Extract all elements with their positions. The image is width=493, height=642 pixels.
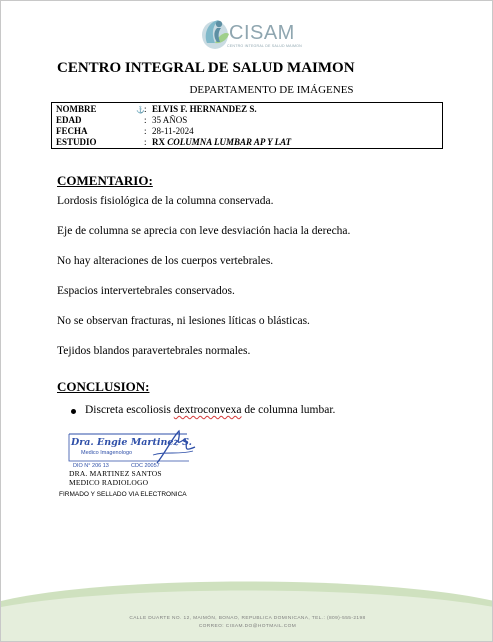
- finding-line: No hay alteraciones de los cuerpos vertebrales.: [57, 255, 274, 267]
- anchor-icon: ⚓: [136, 106, 145, 114]
- signature-role: MEDICO RADIOLOGO: [69, 478, 149, 487]
- footer-email-line: [1, 624, 493, 629]
- stamp-code: CDC 20057: [131, 463, 160, 469]
- bullet-icon: [71, 409, 76, 414]
- patient-age-value: 35 AÑOS: [152, 115, 188, 125]
- patient-label: NOMBRE: [56, 104, 97, 114]
- stamp-role: Medico Imagenologo: [81, 450, 133, 456]
- patient-label: EDAD: [56, 115, 82, 125]
- spellcheck-flagged-word: dextroconvexa: [173, 404, 242, 416]
- center-title: CENTRO INTEGRAL DE SALUD MAIMON: [57, 60, 355, 76]
- logo-name: CISAM: [229, 22, 295, 44]
- patient-date-value: 28-11-2024: [152, 126, 194, 136]
- patient-label: ESTUDIO: [56, 137, 97, 147]
- stamp-name: Dra. Engie Martinez S.: [71, 437, 192, 448]
- department-title: DEPARTAMENTO DE IMÁGENES: [189, 84, 354, 96]
- comment-heading: COMENTARIO:: [57, 173, 153, 188]
- finding-line: Eje de columna se aprecia con leve desviación hacia la derecha.: [57, 225, 351, 237]
- signature-doctor-name: DRA. MARTINEZ SANTOS: [69, 469, 162, 478]
- cisam-logo: [197, 13, 307, 53]
- signature-note: FIRMADO Y SELLADO VIA ELECTRONICA: [59, 491, 187, 498]
- footer-address: CALLE DUARTE NO. 12, MAIMÓN, BONAO, REPUBLICA DOMINICANA, TEL.: (809)-555-2198: [129, 616, 366, 621]
- patient-info-box: ⚓ NOMBRE : ELVIS F. HERNANDEZ S. EDAD : 35 AÑOS FECHA : 28-11-2024 ESTUDIO : RX COLUMNA LUMBAR AP Y LAT: [51, 102, 443, 149]
- conclusion-text: Discreta escoliosis dextroconvexa de columna lumbar.: [85, 404, 336, 416]
- finding-line: Tejidos blandos paravertebrales normales.: [57, 345, 251, 357]
- stamp-id: DIO N° 206 13: [73, 463, 109, 469]
- patient-label: FECHA: [56, 126, 88, 136]
- finding-line: No se observan fracturas, ni lesiones líticas o blásticas.: [57, 315, 310, 327]
- footer-email-label: CORREO:: [198, 624, 224, 629]
- finding-line: Lordosis fisiológica de la columna conservada.: [57, 195, 274, 207]
- footer-email: CISAM.DO@HOTMAIL.COM: [225, 624, 297, 629]
- patient-study-value: RX COLUMNA LUMBAR AP Y LAT: [152, 137, 292, 147]
- finding-line: Espacios intervertebrales conservados.: [57, 285, 235, 297]
- patient-name-value: ELVIS F. HERNANDEZ S.: [152, 104, 257, 114]
- doctor-stamp: [61, 425, 201, 471]
- conclusion-heading: CONCLUSION:: [57, 379, 150, 394]
- footer-wave: [1, 575, 493, 642]
- logo-tagline: CENTRO INTEGRAL DE SALUD MAIMON: [227, 44, 302, 48]
